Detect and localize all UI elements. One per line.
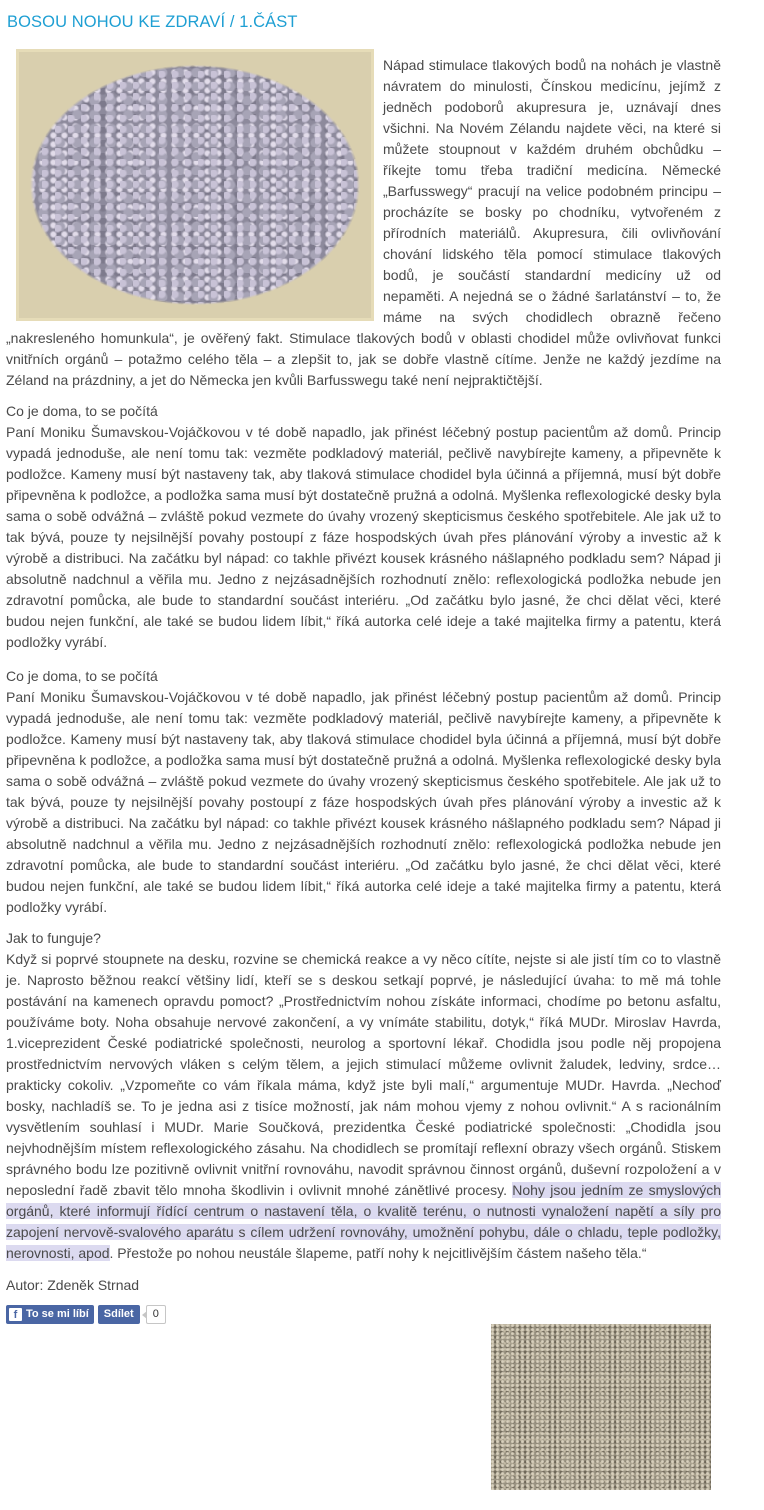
grain-image	[491, 1324, 711, 1490]
section-paragraph-2: Paní Moniku Šumavskou-Vojáčkovou v té době napadlo, jak přinést léčebný postup pacientům až domů. Princip vypadá jednoduše, ale není tomu tak: vezměte podkladový materiál, pečlivě navybírejte kameny, a připevněte k podložce. Kameny musí být nastaveny tak, aby tlaková stimulace chodidel byla účinná a příjemná, musí být dobře připevněna k podložce, a podložka sama musí být dostatečně pružná a odolná. Myšlenka reflexologické desky byla sama o sobě odvážná – zvláště pokud vezmete do úvahy vrozený skepticismus českého spotřebitele. Ale jak už to tak bývá, pouze ty nejsilnější povahy postoupí z fáze hospodských úvah přes plánování výroby a investic až k výrobě a distribuci. Na začátku byl nápad: co takhle přivézt kousek krásného nášlapného podkladu sem? Nápad ji absolutně nadchnul a věřila mu. Jedno z nejzásadnějších rozhodnutí znělo: reflexologická podložka nebude jen zdravotní pomůcka, ale bude to standardní součást interiéru. „Od začátku bylo jasné, že chci dělat věci, které budou nejen funkční, ale také se budou lidem líbit,“ říká autorka celé ideje a také majitelka firmy a patentu, která podložky vyrábí.	[6, 689, 721, 915]
section-paragraph-1: Paní Moniku Šumavskou-Vojáčkovou v té době napadlo, jak přinést léčebný postup pacientům až domů. Princip vypadá jednoduše, ale není tomu tak: vezměte podkladový materiál, pečlivě navybírejte kameny, a připevněte k podložce. Kameny musí být nastaveny tak, aby tlaková stimulace chodidel byla účinná a příjemná, musí být dobře připevněna k podložce, a podložka sama musí být dostatečně pružná a odolná. Myšlenka reflexologické desky byla sama o sobě odvážná – zvláště pokud vezmete do úvahy vrozený skepticismus českého spotřebitele. Ale jak už to tak bývá, pouze ty nejsilnější povahy postoupí z fáze hospodských úvah přes plánování výroby a investic až k výrobě a distribuci. Na začátku byl nápad: co takhle přivézt kousek krásného nášlapného podkladu sem? Nápad ji absolutně nadchnul a věřila mu. Jedno z nejzásadnějších rozhodnutí znělo: reflexologická podložka nebude jen zdravotní pomůcka, ale bude to standardní součást interiéru. „Od začátku bylo jasné, že chci dělat věci, které budou nejen funkční, ale také se budou lidem líbit,“ říká autorka celé ideje a také majitelka firmy a patentu, která podložky vyrábí.	[6, 424, 721, 650]
facebook-share-button[interactable]: Sdílet	[98, 1305, 140, 1324]
article-title: BOSOU NOHOU KE ZDRAVÍ / 1.ČÁST	[7, 13, 298, 31]
section-heading-1: Co je doma, to se počítá	[6, 403, 158, 419]
facebook-icon: f	[9, 1308, 22, 1321]
paragraph-text-end: . Přestože po nohou neustále šlapeme, patří nohy k nejcitlivějším částem našeho těla.“	[109, 1245, 647, 1261]
highlighted-text: Nohy jsou jedním ze smyslových orgánů, které informují řídící centrum o nastavení těla, o kvalitě terénu, o nutnosti vynaložení napětí a síly pro zapojení nervově-svalového aparátu s cílem udržení rovnováhy, umožnění pohybu, dále o chladu, teple podložky, nerovnosti, apod	[6, 1182, 721, 1261]
stone-mat-image	[16, 49, 374, 321]
intro-paragraph: Nápad stimulace tlakových bodů na nohách je vlastně návratem do minulosti, Čínskou medicínu, jejímž z jedněch podoborů akupresura je, uznávají dnes všichni. Na Novém Zélandu najdete věci, na které si můžete stoupnout v každém druhém obchůdku – říkejte tomu třeba tradiční medicína. Německé „Barfusswegy“ pracují na velice podobném principu – procházíte se bosky po chodníku, vytvořeném z přírodních materiálů. Akupresura, čili ovlivňování chování lidského těla pomocí stimulace tlakových bodů, je součástí standardní medicíny už od nepaměti. A nejedná se o žádné šarlatánství – to, že máme na svých chodidlech obrazně řečeno „nakresleného homunkula“, je ověřený fakt. Stimulace tlakových bodů v oblasti chodidel může ovlivňovat funkci vnitřních orgánů – potažmo celého těla – a zlepšit to, jak se dobře vlastně cítíme. Jenže ne každý jezdíme na Zéland na prázdniny, a jet do Německa jen kvůli Barfusswegu také není nejpraktičtější.	[6, 57, 721, 388]
author-line: Autor: Zdeněk Strnad	[6, 1277, 140, 1293]
facebook-like-button[interactable]	[6, 1305, 94, 1324]
section-paragraph-3	[6, 949, 721, 1264]
section-heading-3: Jak to funguje?	[6, 930, 101, 946]
paragraph-text: Když si poprvé stoupnete na desku, rozvine se chemická reakce a vy něco cítíte, nejste si ale jistí tím co to vlastně je. Naprosto běžnou reakcí většiny lidí, kteří se s deskou setkají poprvé, je následující úvaha: to mě má tohle postávání na kamenech opravdu pomoct? „Prostřednictvím nohou získáte informaci, chodíme po betonu asfaltu, používáme boty. Noha obsahuje nervové zakončení, a vy vnímáte stabilitu, dotyk,“ říká MUDr. Miroslav Havrda, 1.viceprezident České podiatrické společnosti, neurolog a sportovní lékař. Chodidla jsou podle něj propojena prostřednictvím nervových vláken s celým tělem, a jejich stimulací můžeme ovlivnit žaludek, ledviny, srdce… prakticky cokoliv. „Vzpomeňte co vám říkala máma, když jste byli malí,“ argumentuje MUDr. Havrda. „Nechoď bosky, nachladíš se. To je jedna asi z tisíce možností, jak nám mohou vjemy z nohou ovlivnit.“ A s racionálním vysvětlením souhlasí i MUDr. Marie Součková, prezidentka České podiatrické společnosti: „Chodidla jsou nejvhodnějším místem reflexologického zásahu. Na chodidlech se promítají reflexní obrazy všech orgánů. Stiskem správného bodu lze pozitivně ovlivnit vnitřní rovnováhu, navodit správnou činnost orgánů, duševní rozpoložení a v neposlední řadě zbavit tělo mnoha škodlivin i ovlivnit mnohé zánětlivé procesy.	[6, 951, 721, 1198]
share-count: 0	[146, 1305, 166, 1324]
section-heading-2: Co je doma, to se počítá	[6, 668, 158, 684]
article	[6, 0, 721, 1327]
like-label: To se mi líbí	[26, 1308, 89, 1320]
